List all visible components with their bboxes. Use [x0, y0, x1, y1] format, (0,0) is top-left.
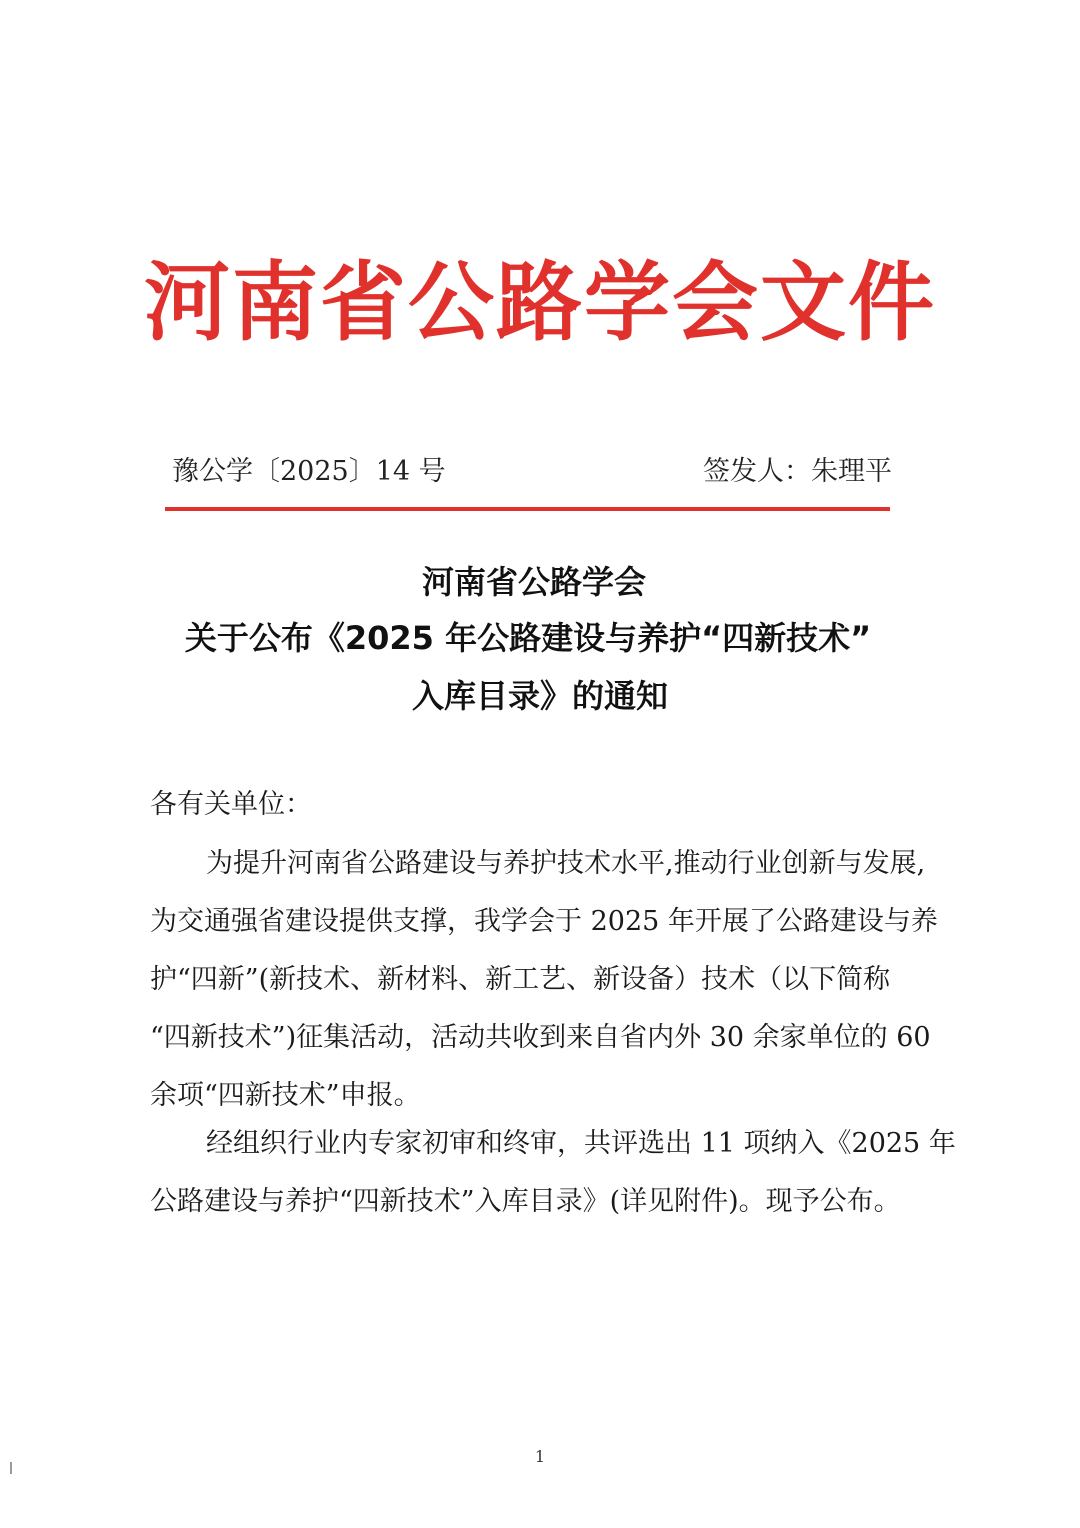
scan-edge-mark	[10, 1462, 12, 1474]
paragraph-line: “四新技术”)征集活动，活动共收到来自省内外 30 余家单位的 60	[150, 1022, 931, 1053]
issuer-signature-line: 签发人：朱理平	[703, 456, 892, 487]
red-divider-line	[165, 507, 890, 511]
notice-title-line-1: 河南省公路学会	[421, 563, 646, 601]
salutation: 各有关单位：	[150, 789, 312, 820]
notice-title-line-2: 关于公布《2025 年公路建设与养护“四新技术”	[184, 619, 872, 657]
paragraph-line: 为提升河南省公路建设与养护技术水平,推动行业创新与发展,	[206, 848, 926, 879]
page-number: 1	[534, 1447, 546, 1466]
paragraph-line: 公路建设与养护“四新技术”入库目录》(详见附件)。现予公布。	[150, 1186, 901, 1217]
paragraph-line: 余项“四新技术”申报。	[150, 1080, 421, 1111]
body-paragraph-1	[150, 835, 940, 1125]
document-number: 豫公学〔2025〕14 号	[172, 456, 446, 487]
document-masthead: 河南省公路学会文件	[144, 252, 936, 353]
notice-title-line-3: 入库目录》的通知	[411, 677, 668, 715]
body-paragraph-2	[150, 1115, 956, 1231]
paragraph-line: 为交通强省建设提供支撑，我学会于 2025 年开展了公路建设与养	[150, 906, 938, 937]
paragraph-line: 经组织行业内专家初审和终审，共评选出 11 项纳入《2025 年	[206, 1128, 956, 1159]
paragraph-line: 护“四新”(新技术、新材料、新工艺、新设备）技术（以下简称	[150, 964, 891, 995]
